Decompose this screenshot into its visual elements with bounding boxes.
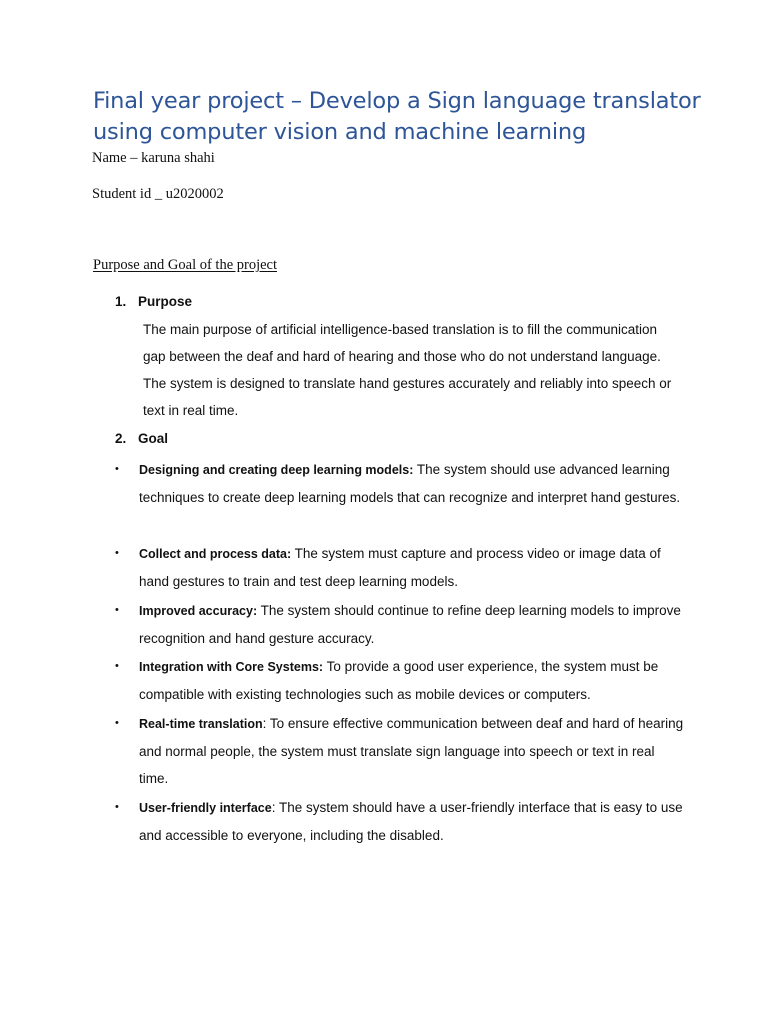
goal-heading bbox=[115, 431, 168, 446]
bullet-icon: • bbox=[115, 801, 119, 813]
goal-item-text bbox=[139, 597, 684, 652]
goal-item-lead: Integration with Core Systems: bbox=[139, 660, 324, 674]
goal-item-lead: Designing and creating deep learning models: bbox=[139, 463, 414, 477]
student-id: Student id _ u2020002 bbox=[92, 186, 224, 202]
purpose-heading bbox=[115, 294, 192, 309]
bullet-icon: • bbox=[115, 660, 119, 672]
bullet-icon: • bbox=[115, 717, 119, 729]
bullet-icon: • bbox=[115, 463, 119, 475]
goal-item-body: : To ensure effective communication between deaf and hard of hearing and normal people, the system must translate sign language into speech or text in real time. bbox=[139, 716, 684, 786]
goal-item-body: The system should continue to refine deep learning models to improve recognition and hand gesture accuracy. bbox=[139, 603, 681, 646]
goal-item-body: The system should use advanced learning techniques to create deep learning models that can recognize and interpret hand gestures. bbox=[139, 462, 681, 505]
goal-item-lead: Collect and process data: bbox=[139, 547, 292, 561]
goal-item-body: To provide a good user experience, the system must be compatible with existing technologies such as mobile devices or computers. bbox=[139, 659, 659, 702]
goal-item-text bbox=[139, 653, 684, 708]
purpose-paragraph: The main purpose of artificial intelligence-based translation is to fill the communication gap between the deaf and hard of hearing and those who do not understand language. The system is designed to translate hand gestures accurately and reliably into speech or text in real time. bbox=[143, 322, 672, 418]
goal-number: 2. bbox=[115, 431, 127, 446]
document-title: Final year project – Develop a Sign language translator using computer vision and machine learning bbox=[93, 88, 701, 145]
goal-item-text bbox=[139, 710, 684, 792]
goal-item-body: : The system should have a user-friendly interface that is easy to use and accessible to everyone, including the disabled. bbox=[139, 800, 683, 843]
bullet-icon: • bbox=[115, 547, 119, 559]
goal-item-lead: Improved accuracy: bbox=[139, 604, 258, 618]
bullet-icon: • bbox=[115, 604, 119, 616]
goal-item-text bbox=[139, 456, 684, 511]
goal-heading-label: Goal bbox=[138, 431, 169, 446]
goal-item-body: The system must capture and process video or image data of hand gestures to train and test deep learning models. bbox=[139, 546, 661, 589]
goal-item-lead: User-friendly interface bbox=[139, 801, 272, 815]
section-heading: Purpose and Goal of the project bbox=[93, 257, 278, 273]
goal-item-lead: Real-time translation bbox=[139, 717, 263, 731]
purpose-heading-label: Purpose bbox=[138, 294, 193, 309]
goal-item-text bbox=[139, 794, 684, 849]
student-name: Name – karuna shahi bbox=[92, 150, 215, 166]
goal-item-text bbox=[139, 540, 684, 595]
purpose-number: 1. bbox=[115, 294, 127, 309]
